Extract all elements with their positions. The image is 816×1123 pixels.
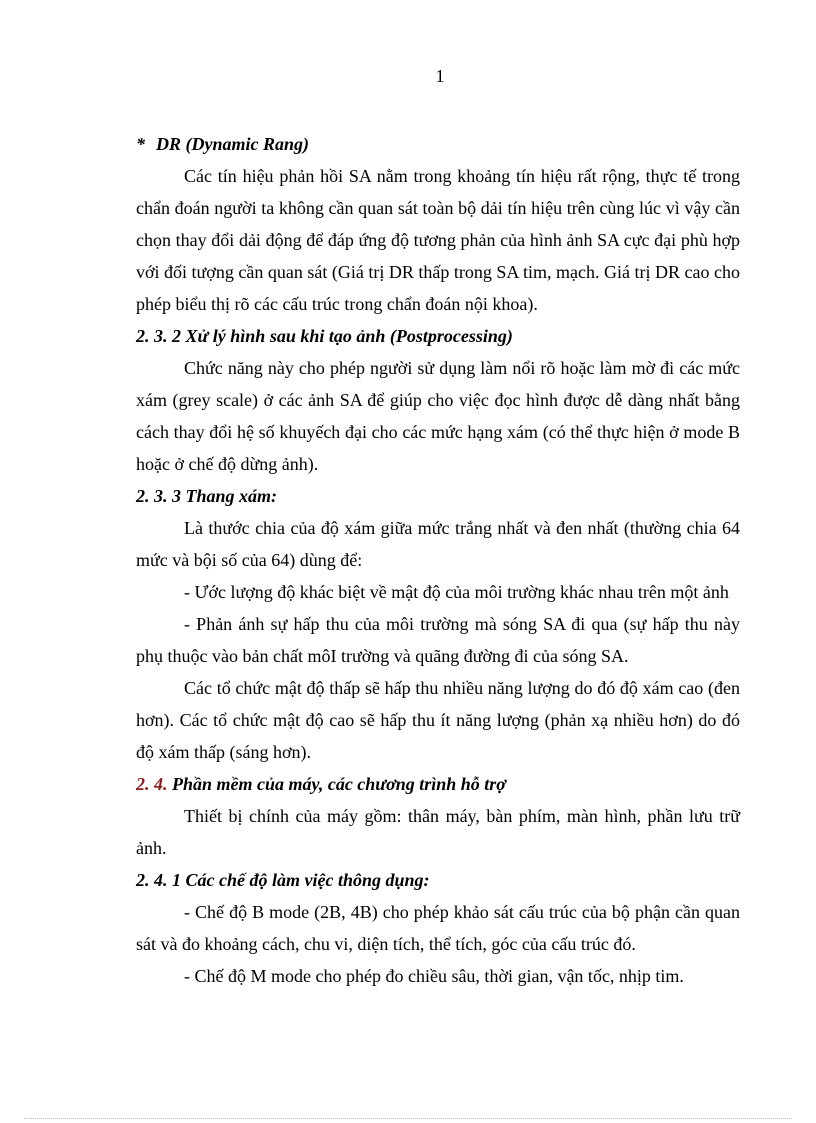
- section-heading-dr: [136, 128, 740, 160]
- section-heading-postprocessing: 2. 3. 2 Xử lý hình sau khi tạo ảnh (Postprocessing): [136, 326, 513, 346]
- page-bottom-divider: [24, 1118, 792, 1119]
- paragraph-dr: Các tín hiệu phản hồi SA nằm trong khoảng tín hiệu rất rộng, thực tế trong chẩn đoán người ta không cần quan sát toàn bộ dải tín hiệu trên cùng lúc vì vậy cần chọn thay đổi dải động để đáp ứng độ tương phản của hình ảnh SA cực đại phù hợp với đối tượng cần quan sát (Giá trị DR thấp trong SA tim, mạch. Giá trị DR cao cho phép biểu thị rõ các cấu trúc trong chẩn đoán nội khoa).: [136, 166, 740, 314]
- bullet-modes-1: - Chế độ B mode (2B, 4B) cho phép khảo sát cấu trúc của bộ phận cần quan sát và đo khoảng cách, chu vi, diện tích, thể tích, góc của cấu trúc đó.: [136, 902, 740, 954]
- document-body: [136, 128, 740, 992]
- section-heading-modes: 2. 4. 1 Các chế độ làm việc thông dụng:: [136, 870, 430, 890]
- section-number-software: 2. 4.: [136, 774, 168, 794]
- paragraph-software: Thiết bị chính của máy gồm: thân máy, bàn phím, màn hình, phần lưu trữ ảnh.: [136, 806, 740, 858]
- paragraph-grey-scale-2: Các tổ chức mật độ thấp sẽ hấp thu nhiều năng lượng do đó độ xám cao (đen hơn). Các tổ chức mật độ cao sẽ hấp thu ít năng lượng (phản xạ nhiều hơn) do đó độ xám thấp (sáng hơn).: [136, 678, 740, 762]
- section-heading-dr-text: DR (Dynamic Rang): [156, 134, 309, 154]
- bullet-grey-scale-1: - Ước lượng độ khác biệt về mật độ của môi trường khác nhau trên một ảnh: [184, 582, 729, 602]
- section-heading-software-text: Phần mềm của máy, các chương trình hỗ trợ: [167, 774, 506, 794]
- asterisk-bullet: *: [136, 134, 145, 154]
- section-heading-software: [136, 768, 740, 800]
- bullet-grey-scale-2: - Phản ánh sự hấp thu của môi trường mà sóng SA đi qua (sự hấp thu này phụ thuộc vào bản chất môI trường và quãng đường đi của sóng SA.: [136, 614, 740, 666]
- section-heading-grey-scale: 2. 3. 3 Thang xám:: [136, 486, 278, 506]
- bullet-modes-2: - Chế độ M mode cho phép đo chiều sâu, thời gian, vận tốc, nhịp tim.: [184, 966, 684, 986]
- paragraph-postprocessing: Chức năng này cho phép người sử dụng làm nổi rõ hoặc làm mờ đi các mức xám (grey scale) ở các ảnh SA để giúp cho việc đọc hình được dễ dàng nhất bằng cách thay đổi hệ số khuyếch đại cho các mức hạng xám (có thể thực hiện ở mode B hoặc ở chế độ dừng ảnh).: [136, 358, 740, 474]
- page-number: 1: [435, 66, 445, 86]
- paragraph-grey-scale: Là thước chia của độ xám giữa mức trắng nhất và đen nhất (thường chia 64 mức và bội số của 64) dùng để:: [136, 518, 740, 570]
